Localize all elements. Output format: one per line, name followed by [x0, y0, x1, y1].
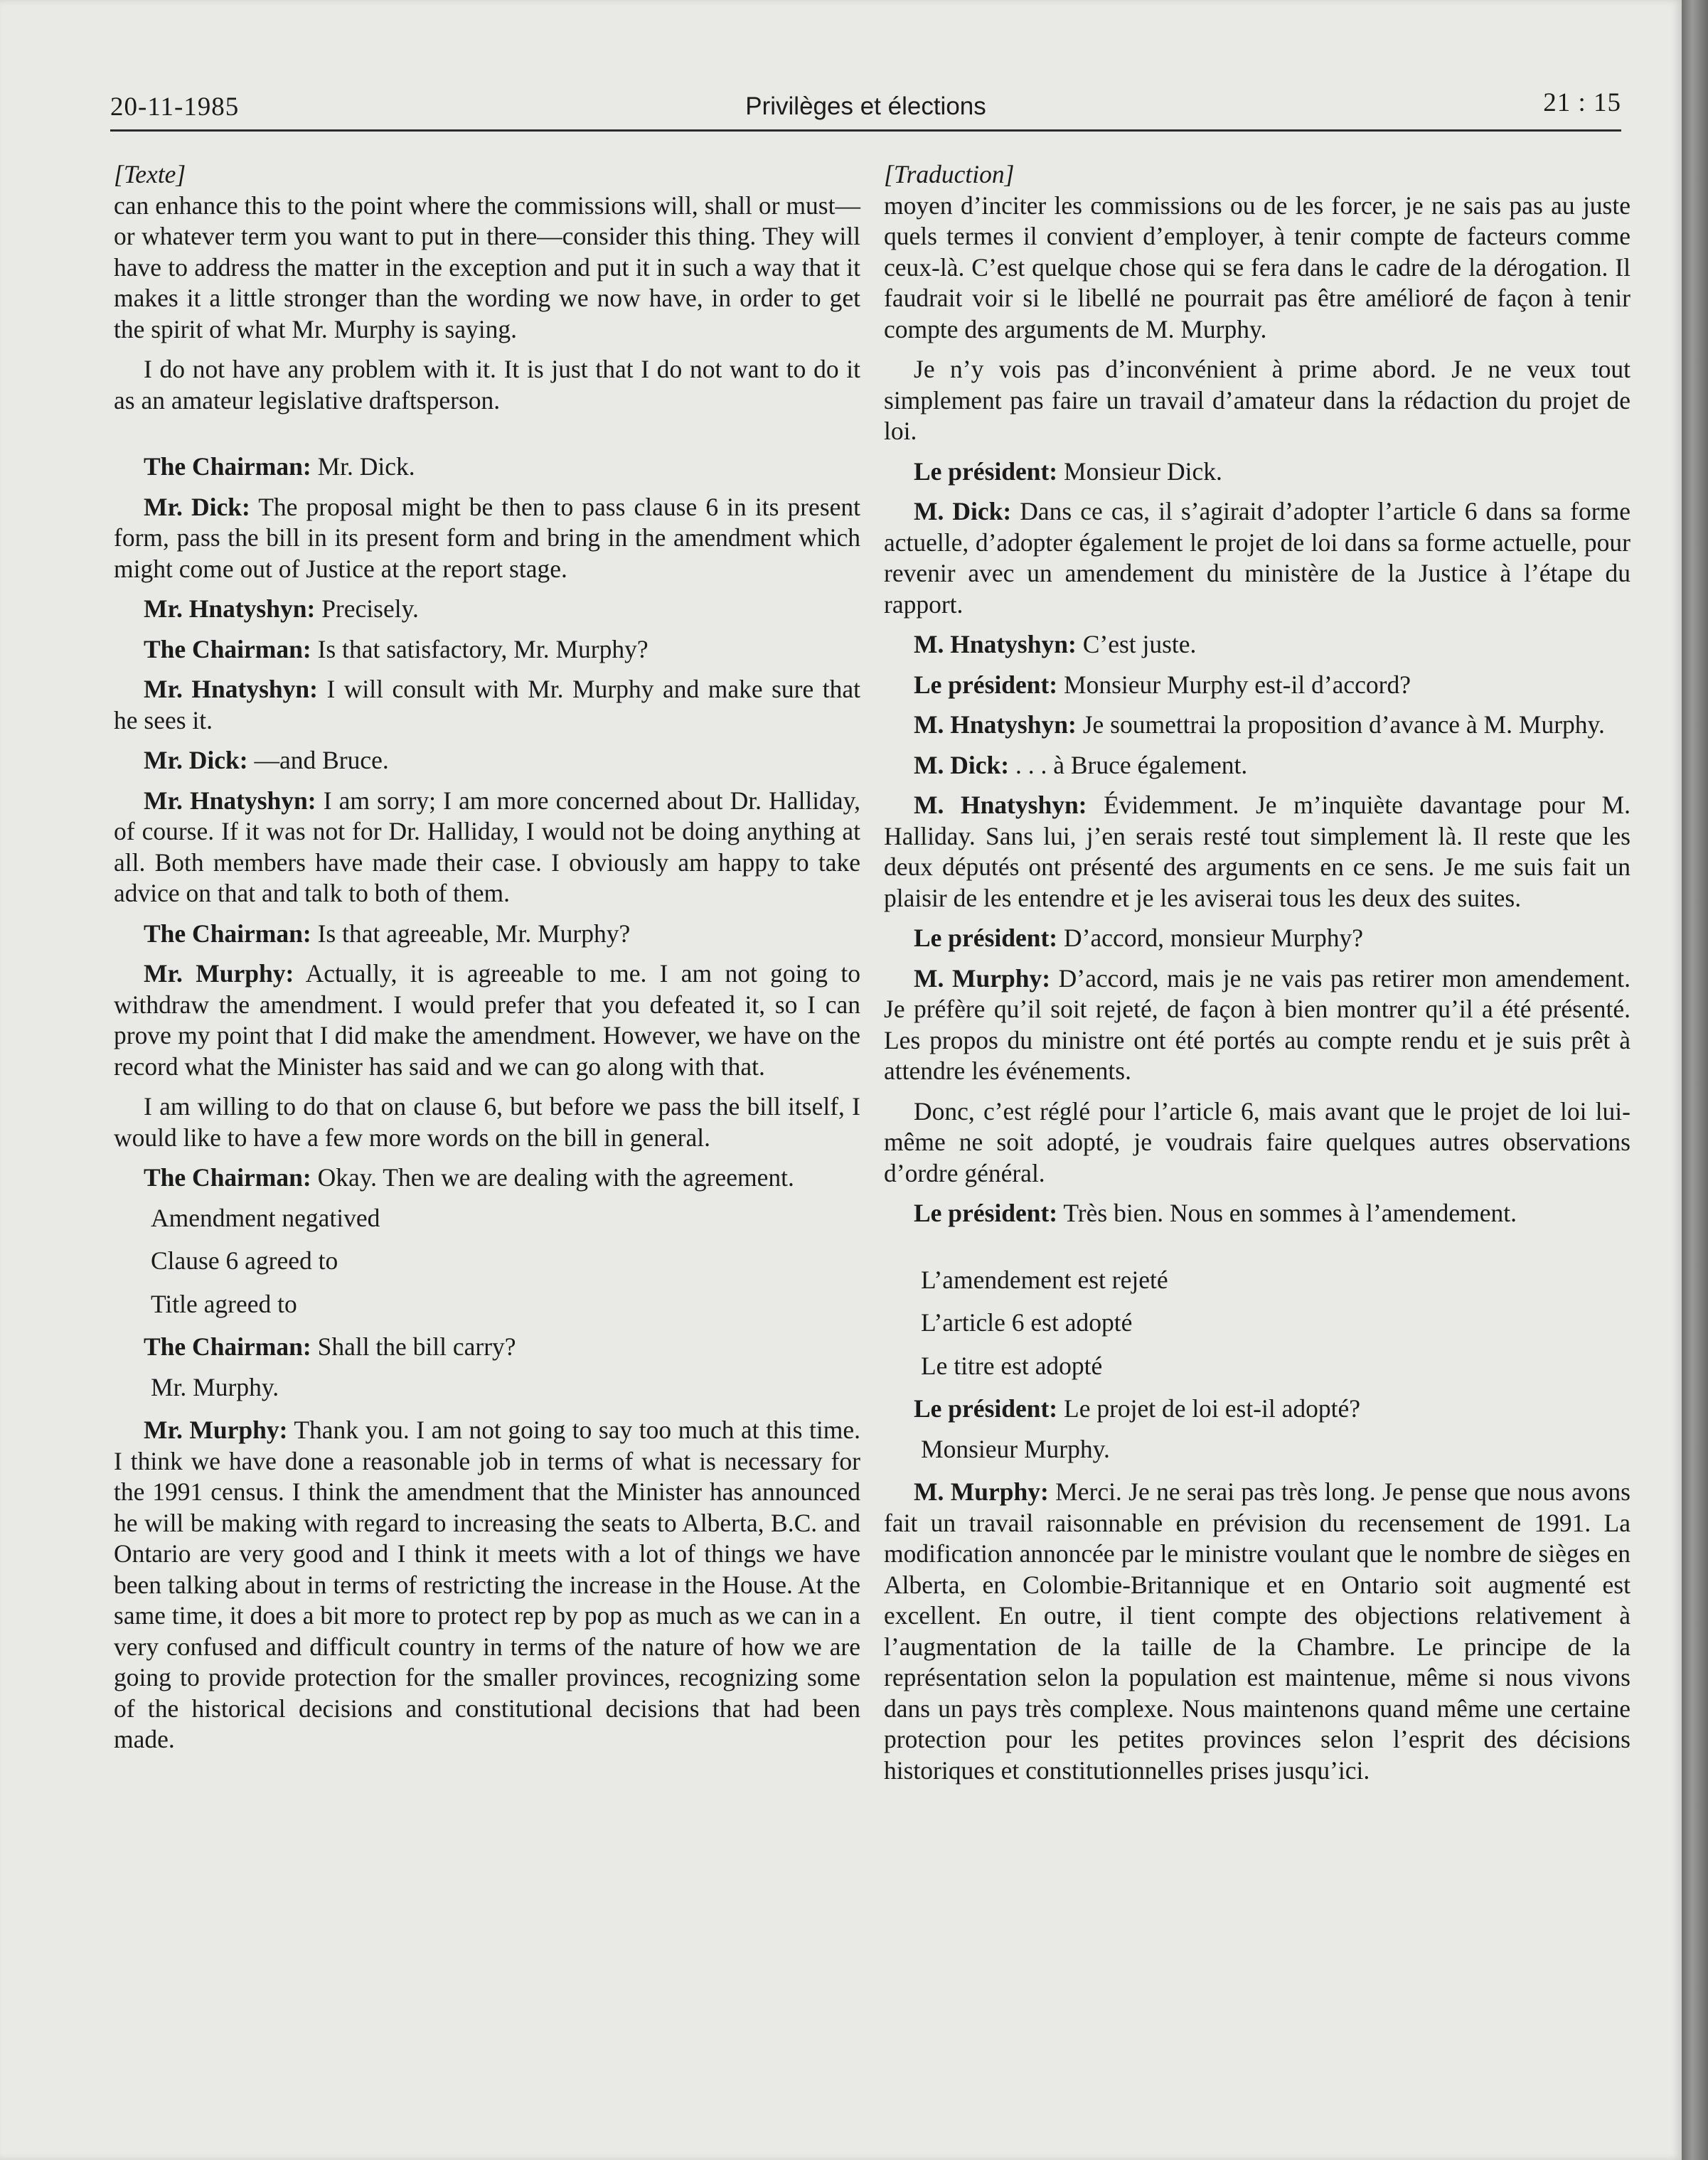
page-header — [110, 74, 1621, 132]
speech-paragraph — [884, 496, 1630, 620]
speech-text: —and Bruce. — [247, 746, 389, 774]
speech-paragraph — [114, 674, 860, 736]
speaker-name: Mr. Dick: — [144, 746, 248, 774]
speaker-name: M. Hnatyshyn: — [914, 630, 1077, 658]
language-tag: [Texte] — [114, 160, 186, 188]
procedural-note: L’article 6 est adopté — [921, 1308, 1133, 1337]
paragraph: moyen d’inciter les commissions ou de les forcer, je ne sais pas au juste quels termes il convient d’employer, à tenir compte de facteurs comme ceux-là. C’est quelque chose qui se fera dans le cadre de la dérogation. Il faudrait voir si le libellé ne pourrait pas être amélioré de façon à tenir compte des arguments de M. Murphy. — [884, 191, 1630, 343]
speech-text: Okay. Then we are dealing with the agreement. — [311, 1163, 794, 1192]
procedural-note: Monsieur Murphy. — [921, 1434, 1110, 1463]
speech-text: Thank you. I am not going to say too much at this time. I think we have done a reasonable job in terms of what is necessary for the 1991 census. I think the amendment that the Minister has announced he will be making with regard to increasing the seats to Alberta, B.C. and Ontario are very good and I think it meets with a lot of things we have been talking about in terms of restricting the increase in the House. At the same time, it does a bit more to protect rep by pop as much as we can in a very confused and difficult country in terms of the nature of how we are going to provide protection for the smaller provinces, recognizing some of the historical decisions and constitutional decisions that had been made. — [114, 1416, 860, 1753]
speech-paragraph — [884, 456, 1630, 488]
speaker-name: Mr. Hnatyshyn: — [144, 786, 316, 815]
speaker-name: M. Dick: — [914, 750, 1010, 779]
speaker-name: Mr. Hnatyshyn: — [144, 675, 318, 703]
header-date: 20-11-1985 — [110, 92, 240, 122]
speech-text: Shall the bill carry? — [311, 1332, 516, 1361]
speech-paragraph — [884, 963, 1630, 1087]
speech-text: The proposal might be then to pass clause 6 in its present form, pass the bill in its present form and bring in the amendment which might come out of Justice at the report stage. — [114, 492, 861, 583]
speech-text: Merci. Je ne serai pas très long. Je pense que nous avons fait un travail raisonnable en prévision du recensement de 1991. La modification annoncée par le ministre voulant que le nombre de sièges en Alberta, en Colombie-Britannique et en Ontario soit augmenté est excellent. En outre, il tient compte des objections relativement à l’augmentation de la taille de la Chambre. Le principe de la représentation selon la population est maintenue, même si nous vivons dans un pays très complexe. Nous maintenons quand même une certaine protection pour les petites provinces selon l’esprit des décisions historiques et constitutionnelles prises jusqu’ici. — [884, 1477, 1630, 1785]
procedural-note: L’amendement est rejeté — [921, 1265, 1168, 1294]
speech-paragraph — [114, 634, 860, 665]
speech-text: Is that satisfactory, Mr. Murphy? — [311, 634, 648, 663]
speaker-name: M. Hnatyshyn: — [914, 791, 1087, 819]
speech-text: Monsieur Murphy est-il d’accord? — [1057, 670, 1411, 699]
speech-text: Dans ce cas, il s’agirait d’adopter l’article 6 dans sa forme actuelle, d’adopter également le projet de loi dans sa forme actuelle, pour revenir avec un amendement du ministère de la Justice à l’étape du rapport. — [884, 497, 1630, 619]
speech-paragraph — [114, 958, 860, 1082]
speaker-name: M. Murphy: — [914, 1477, 1049, 1506]
speech-text: D’accord, mais je ne vais pas retirer mon amendement. Je préfère qu’il soit rejeté, de façon à bien montrer qu’il a été présenté. Les propos du ministre ont été portés au compte rendu et je suis prêt à attendre les événements. — [884, 963, 1630, 1085]
speech-paragraph — [114, 1332, 860, 1363]
speaker-name: The Chairman: — [144, 634, 311, 663]
speaker-name: Le président: — [914, 456, 1058, 486]
speech-paragraph — [884, 923, 1630, 954]
speech-text: I will consult with Mr. Murphy and make sure that he sees it. — [114, 675, 860, 734]
speaker-name: Mr. Murphy: — [144, 959, 294, 988]
speech-text: Très bien. Nous en sommes à l’amendement. — [1057, 1199, 1517, 1227]
speaker-name: Mr. Hnatyshyn: — [144, 594, 316, 623]
speech-paragraph — [884, 750, 1630, 781]
english-column — [114, 159, 860, 1765]
speaker-name: Mr. Dick: — [144, 492, 250, 521]
speaker-name: Le président: — [914, 1394, 1058, 1423]
speaker-name: Mr. Murphy: — [144, 1416, 288, 1444]
speech-paragraph — [884, 629, 1630, 661]
speech-paragraph — [114, 594, 860, 625]
speaker-name: M. Murphy: — [914, 963, 1051, 993]
speech-text: Monsieur Dick. — [1057, 456, 1222, 486]
speech-paragraph — [884, 710, 1630, 741]
paragraph: can enhance this to the point where the commissions will, shall or must—or whatever term you want to put in there—consider this thing. They will have to address the matter in the exception and put it in such a way that it makes it a little stronger than the wording we now have, in order to get the spirit of what Mr. Murphy is saying. — [114, 191, 860, 343]
french-column — [884, 159, 1630, 1795]
speech-paragraph — [884, 670, 1630, 701]
speech-paragraph — [114, 451, 860, 483]
speech-text: Évidemment. Je m’inquiète davantage pour M. Halliday. Sans lui, j’en serais resté tout simplement là. Il reste que les deux députés ont présenté des arguments en ce sens. Je me suis fait un plaisir de les entendre et je les aviserai tous les deux des suites. — [884, 791, 1630, 912]
speech-text: Mr. Dick. — [311, 452, 415, 481]
paragraph: I do not have any problem with it. It is just that I do not want to do it as an amateur legislative draftsperson. — [114, 355, 860, 415]
paragraph: Donc, c’est réglé pour l’article 6, mais avant que le projet de loi lui-même ne soit adopté, je voudrais faire quelques autres observations d’ordre général. — [884, 1096, 1630, 1187]
header-title: Privilèges et élections — [745, 92, 986, 120]
speech-text: C’est juste. — [1076, 630, 1197, 658]
speech-paragraph — [884, 1477, 1630, 1786]
speech-text: D’accord, monsieur Murphy? — [1057, 924, 1363, 952]
speaker-name: M. Dick: — [914, 497, 1012, 525]
speech-paragraph — [884, 790, 1630, 914]
speech-text: I am sorry; I am more concerned about Dr. Halliday, of course. If it was not for Dr. Halliday, I would not be doing anything at all. Both members have made their case. I obviously am happy to take advice on that and talk to both of them. — [114, 786, 860, 907]
paragraph: I am willing to do that on clause 6, but before we pass the bill itself, I would like to have a few more words on the bill in general. — [114, 1092, 860, 1152]
book-spine-edge — [1682, 0, 1708, 2160]
procedural-note: Amendment negatived — [151, 1203, 380, 1232]
speech-text: . . . à Bruce également. — [1009, 750, 1248, 779]
speech-paragraph — [114, 1162, 860, 1194]
language-tag: [Traduction] — [884, 160, 1015, 188]
speaker-name: The Chairman: — [144, 1163, 311, 1192]
speech-paragraph — [884, 1198, 1630, 1229]
speaker-name: The Chairman: — [144, 1332, 311, 1361]
procedural-note: Title agreed to — [151, 1289, 297, 1318]
paragraph: Je n’y vois pas d’inconvénient à prime abord. Je ne veux tout simplement pas faire un travail d’amateur dans la rédaction du projet de loi. — [884, 355, 1630, 445]
speech-text: Actually, it is agreeable to me. I am not going to withdraw the amendment. I would prefer that you defeated it, so I can prove my point that I did make the amendment. However, we have on the record what the Minister has said and we can go along with that. — [114, 959, 860, 1081]
procedural-note: Clause 6 agreed to — [151, 1246, 338, 1275]
speaker-name: Le président: — [914, 670, 1058, 699]
speaker-name: The Chairman: — [144, 452, 311, 481]
speaker-name: Le président: — [914, 924, 1058, 952]
header-page-number: 21 : 15 — [1543, 88, 1621, 117]
procedural-note: Mr. Murphy. — [151, 1372, 279, 1401]
speech-text: Le projet de loi est-il adopté? — [1057, 1394, 1360, 1423]
speech-paragraph — [114, 786, 860, 909]
speech-paragraph — [884, 1394, 1630, 1425]
procedural-note: Le titre est adopté — [921, 1351, 1103, 1380]
speaker-name: M. Hnatyshyn: — [914, 710, 1077, 739]
speech-paragraph — [114, 919, 860, 950]
speech-text: Is that agreeable, Mr. Murphy? — [311, 919, 631, 948]
speaker-name: Le président: — [914, 1199, 1058, 1227]
speech-text: Je soumettrai la proposition d’avance à M. Murphy. — [1076, 710, 1605, 739]
speech-paragraph — [114, 745, 860, 776]
speech-text: Precisely. — [315, 594, 419, 623]
speech-paragraph — [114, 1415, 860, 1755]
speech-paragraph — [114, 492, 860, 585]
speaker-name: The Chairman: — [144, 919, 311, 948]
